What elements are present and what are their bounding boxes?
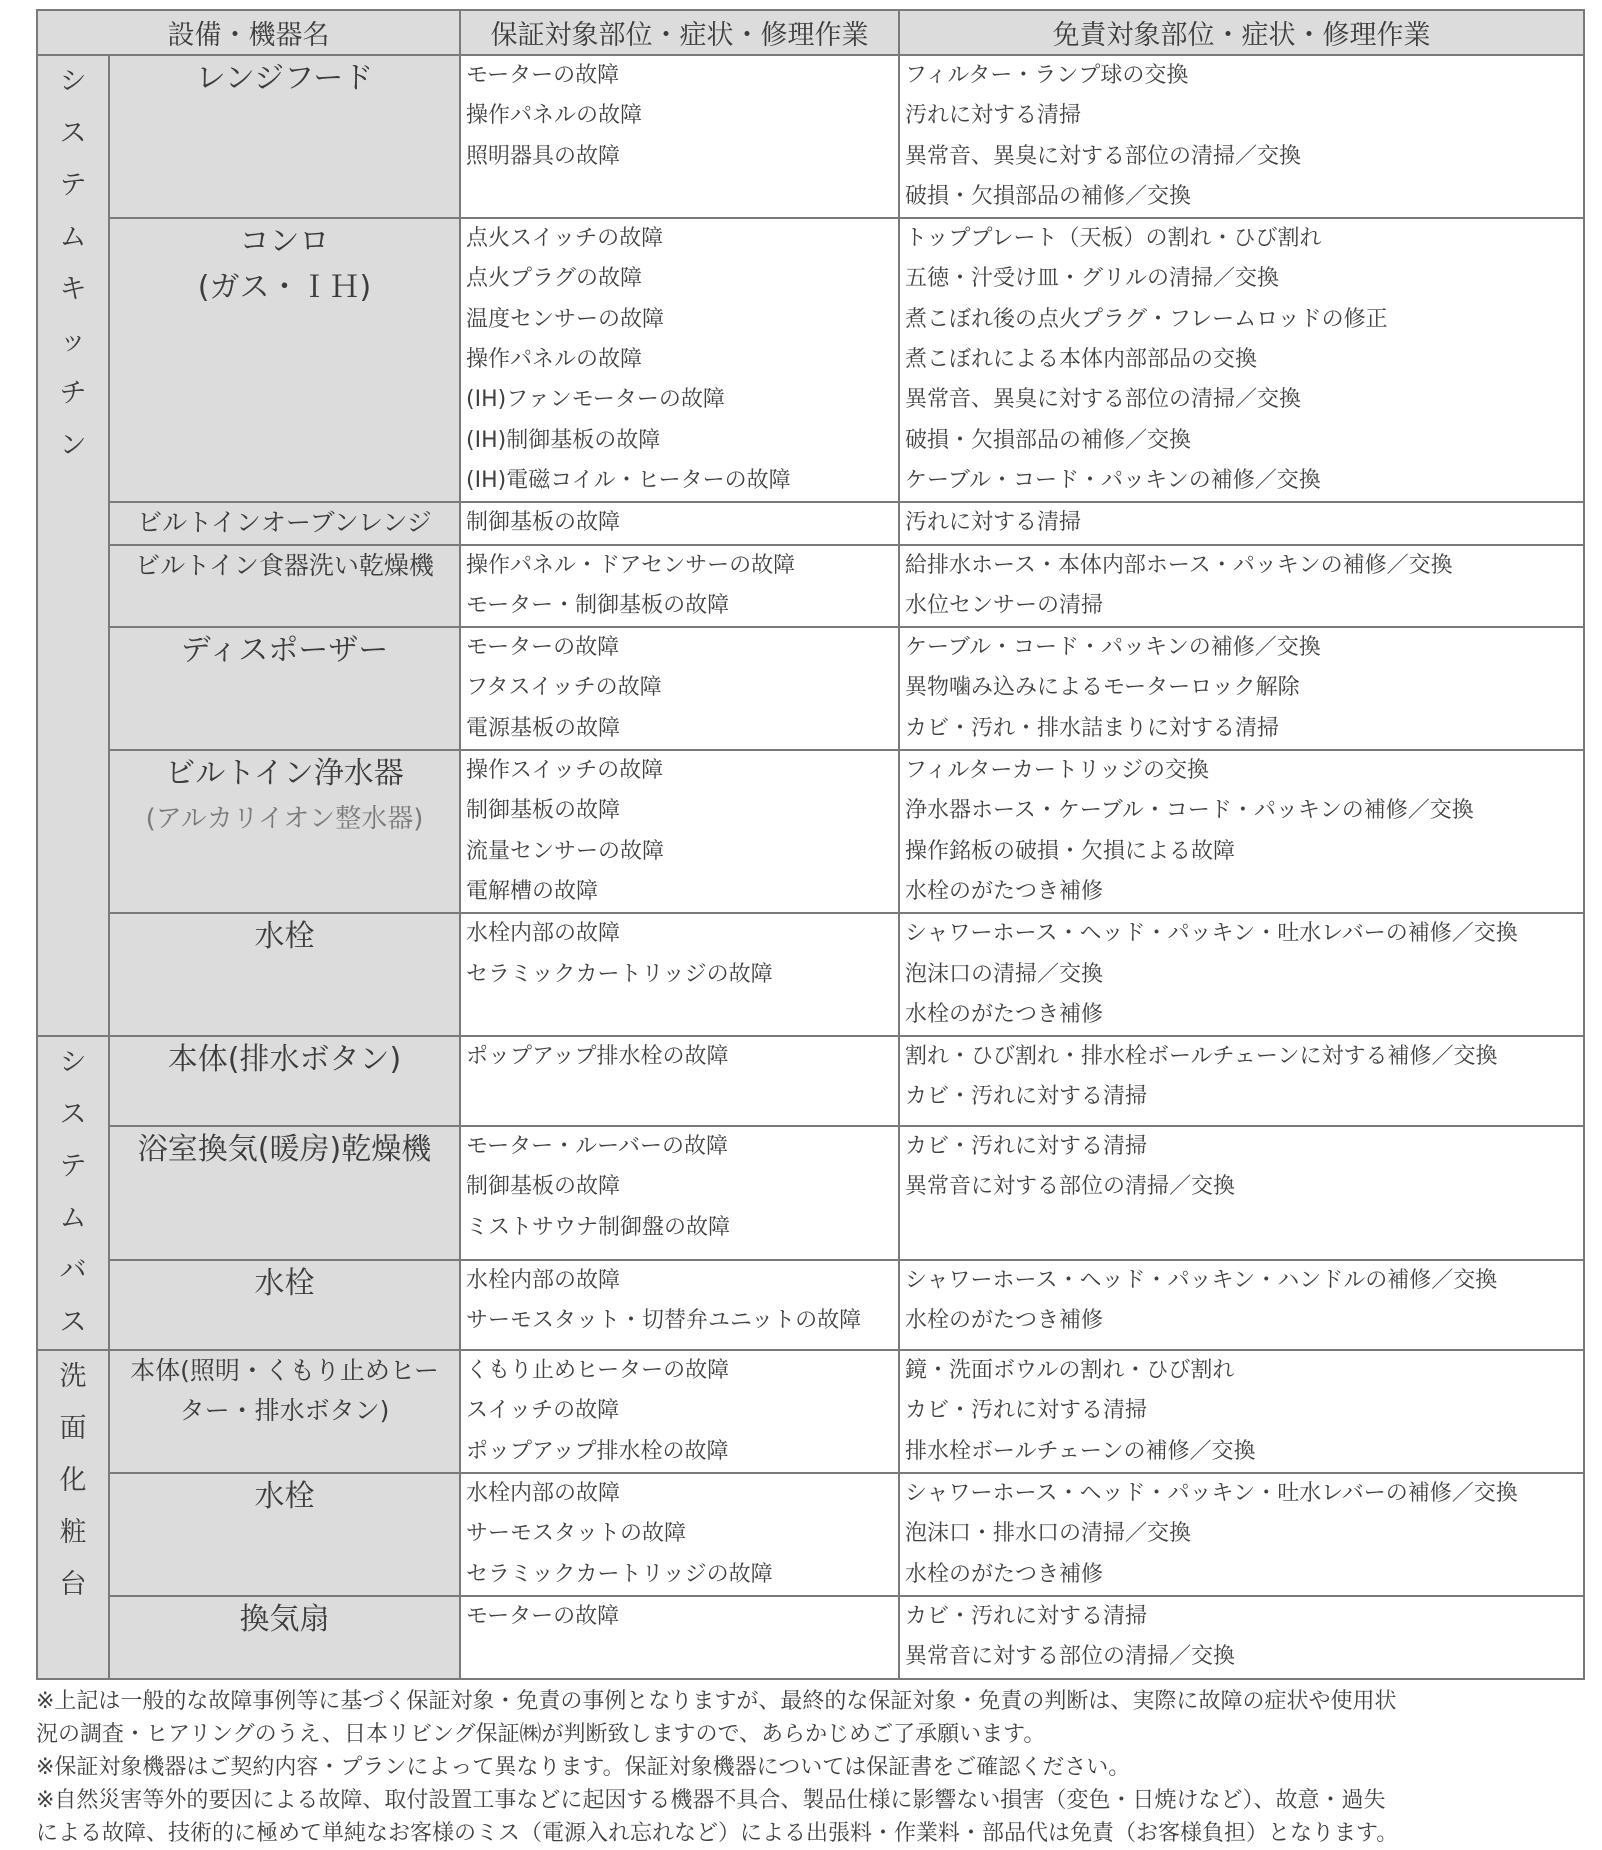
covered-item: サーモスタットの故障 <box>466 1521 687 1547</box>
covered-item: ポップアップ排水栓の故障 <box>466 1044 729 1070</box>
row-bath-body <box>37 1036 1584 1126</box>
excluded-item: 異常音、異臭に対する部位の清掃／交換 <box>905 387 1302 413</box>
footnotes <box>36 1685 1583 1850</box>
excluded-item: 五徳・汁受け皿・グリルの清掃／交換 <box>905 266 1280 292</box>
row-range-hood <box>37 55 1584 218</box>
category-char: テ <box>59 170 87 201</box>
excluded-item: フィルター・ランプ球の交換 <box>905 63 1189 88</box>
covered-list <box>460 1036 899 1126</box>
category-char: 洗 <box>59 1361 87 1393</box>
category-vanity <box>37 1350 109 1678</box>
covered-item: くもり止めヒーターの故障 <box>466 1358 730 1384</box>
excluded-item: 水位センサーの清掃 <box>905 592 1104 618</box>
covered-item: セラミックカートリッジの故障 <box>466 961 773 987</box>
category-char: チ <box>59 378 87 409</box>
excluded-item: 汚れに対する清掃 <box>905 510 1082 536</box>
excluded-list <box>899 1260 1584 1350</box>
covered-item: セラミックカートリッジの故障 <box>466 1561 773 1587</box>
excluded-list <box>899 750 1584 913</box>
equipment-name-line: ビルトイン浄水器 <box>165 756 404 792</box>
excluded-list <box>899 1350 1584 1473</box>
excluded-list <box>899 1036 1584 1126</box>
excluded-item: 汚れに対する清掃 <box>905 103 1082 129</box>
covered-item: スイッチの故障 <box>466 1398 620 1424</box>
covered-item: 点火スイッチの故障 <box>466 226 664 252</box>
excluded-item: 異常音に対する部位の清掃／交換 <box>905 1174 1236 1200</box>
covered-item: ポップアップ排水栓の故障 <box>466 1438 729 1464</box>
equipment-name: ディスポーザー <box>109 627 460 750</box>
covered-list <box>460 750 899 913</box>
category-char: ム <box>59 222 87 253</box>
covered-list <box>460 218 899 502</box>
excluded-item: カビ・汚れに対する清掃 <box>905 1603 1148 1629</box>
category-char: ス <box>59 1099 87 1131</box>
covered-item: 操作スイッチの故障 <box>466 758 664 784</box>
category-char: 台 <box>59 1569 87 1601</box>
excluded-item: 割れ・ひび割れ・排水栓ボールチェーンに対する補修／交換 <box>905 1044 1498 1070</box>
row-disposer <box>37 627 1584 750</box>
equipment-name-line: ター・排水ボタン) <box>179 1396 390 1426</box>
row-oven <box>37 502 1584 544</box>
covered-list <box>460 913 899 1036</box>
excluded-list <box>899 913 1584 1036</box>
covered-item: 水栓内部の故障 <box>466 1268 621 1294</box>
category-char: 粧 <box>59 1517 87 1549</box>
covered-item: モーター・ルーバーの故障 <box>466 1134 729 1160</box>
equipment-name-line: (ガス・ＩＨ) <box>197 270 372 306</box>
covered-item: (IH)ファンモーターの故障 <box>466 387 725 413</box>
equipment-name: 水栓 <box>109 913 460 1036</box>
footnote-line: 況の調査・ヒアリングのうえ、日本リビング保証㈱が判断致しますので、あらかじめご了承願います。 <box>36 1721 1046 1747</box>
excluded-item: 泡沫口の清掃／交換 <box>905 961 1104 987</box>
equipment-name <box>109 750 460 913</box>
row-dishwasher <box>37 545 1584 628</box>
covered-list <box>460 1126 899 1260</box>
covered-item: 水栓内部の故障 <box>466 921 621 947</box>
category-char: ッ <box>59 326 87 357</box>
excluded-item: シャワーホース・ヘッド・パッキン・ハンドルの補修／交換 <box>905 1268 1498 1294</box>
excluded-item: 破損・欠損部品の補修／交換 <box>905 427 1192 453</box>
covered-item: サーモスタット・切替弁ユニットの故障 <box>466 1308 862 1334</box>
excluded-item: トッププレート（天板）の割れ・ひび割れ <box>905 226 1322 252</box>
excluded-list <box>899 545 1584 628</box>
category-char: ム <box>59 1203 87 1235</box>
excluded-list <box>899 627 1584 750</box>
excluded-item: カビ・汚れに対する清掃 <box>905 1398 1148 1424</box>
header-equipment: 設備・機器名 <box>37 10 460 55</box>
footnote-line: ※保証対象機器はご契約内容・プランによって異なります。保証対象機器については保証書をご確認ください。 <box>36 1754 1131 1780</box>
covered-item: モーターの故障 <box>466 1603 620 1629</box>
excluded-item: 水栓のがたつき補修 <box>905 878 1104 904</box>
covered-list <box>460 1350 899 1473</box>
equipment-subname: (アルカリイオン整水器) <box>145 804 424 835</box>
excluded-item: 煮こぼれによる本体内部部品の交換 <box>905 347 1258 373</box>
excluded-item: 煮こぼれ後の点火プラグ・フレームロッドの修正 <box>905 306 1388 332</box>
excluded-list <box>899 1596 1584 1679</box>
covered-list <box>460 1473 899 1596</box>
covered-item: (IH)制御基板の故障 <box>466 427 661 453</box>
covered-item: 電解槽の故障 <box>466 878 599 904</box>
equipment-name-line: 本体(照明・くもり止めヒー <box>130 1356 439 1386</box>
excluded-item: カビ・汚れ・排水詰まりに対する清掃 <box>905 715 1280 741</box>
covered-list <box>460 502 899 544</box>
excluded-item: 泡沫口・排水口の清掃／交換 <box>905 1521 1192 1547</box>
covered-item: フタスイッチの故障 <box>466 675 662 701</box>
row-vanity-fan <box>37 1596 1584 1679</box>
equipment-name <box>109 1350 460 1473</box>
excluded-item: 鏡・洗面ボウルの割れ・ひび割れ <box>905 1358 1235 1384</box>
excluded-item: カビ・汚れに対する清掃 <box>905 1134 1148 1160</box>
warranty-document <box>36 9 1583 1850</box>
excluded-item: 異常音、異臭に対する部位の清掃／交換 <box>905 143 1302 169</box>
equipment-name: 換気扇 <box>109 1596 460 1679</box>
covered-item: モーターの故障 <box>466 63 620 88</box>
equipment-name: ビルトインオーブンレンジ <box>109 502 460 544</box>
category-char: シ <box>59 1047 87 1079</box>
category-char: ン <box>59 430 87 461</box>
equipment-name: レンジフード <box>109 55 460 218</box>
excluded-item: 異物噛み込みによるモーターロック解除 <box>905 675 1300 701</box>
covered-list <box>460 1260 899 1350</box>
covered-list <box>460 627 899 750</box>
category-system-kitchen <box>37 55 109 1036</box>
covered-item: (IH)電磁コイル・ヒーターの故障 <box>466 467 791 493</box>
covered-item: 制御基板の故障 <box>466 1174 621 1200</box>
header-excluded: 免責対象部位・症状・修理作業 <box>899 10 1584 55</box>
covered-list <box>460 1596 899 1679</box>
excluded-item: 浄水器ホース・ケーブル・コード・パッキンの補修／交換 <box>905 798 1474 824</box>
category-char: バ <box>59 1255 87 1287</box>
excluded-item: ケーブル・コード・パッキンの補修／交換 <box>905 635 1321 661</box>
equipment-name: 水栓 <box>109 1473 460 1596</box>
covered-item: 操作パネルの故障 <box>466 103 643 129</box>
covered-item: モーターの故障 <box>466 635 620 661</box>
excluded-item: フィルターカートリッジの交換 <box>905 758 1210 784</box>
covered-item: ミストサウナ制御盤の故障 <box>466 1214 731 1240</box>
row-bath-dryer <box>37 1126 1584 1260</box>
row-purifier <box>37 750 1584 913</box>
category-char: ス <box>59 118 87 149</box>
equipment-name-line: コンロ <box>239 224 330 260</box>
excluded-item: 水栓のがたつき補修 <box>905 1308 1104 1334</box>
covered-item: 温度センサーの故障 <box>466 306 665 332</box>
excluded-item: 水栓のがたつき補修 <box>905 1561 1104 1587</box>
footnote-line: ※上記は一般的な故障事例等に基づく保証対象・免責の事例となりますが、最終的な保証対象・免責の判断は、実際に故障の症状や使用状 <box>36 1688 1397 1714</box>
covered-item: 電源基板の故障 <box>466 715 621 741</box>
covered-item: モーター・制御基板の故障 <box>466 592 730 618</box>
category-char: 面 <box>59 1413 87 1445</box>
excluded-item: 異常音に対する部位の清掃／交換 <box>905 1644 1236 1670</box>
excluded-list <box>899 1126 1584 1260</box>
excluded-item: シャワーホース・ヘッド・パッキン・吐水レバーの補修／交換 <box>905 1481 1518 1507</box>
covered-list <box>460 545 899 628</box>
covered-item: 点火プラグの故障 <box>466 266 643 292</box>
excluded-item: ケーブル・コード・パッキンの補修／交換 <box>905 467 1321 493</box>
excluded-list <box>899 502 1584 544</box>
excluded-item: カビ・汚れに対する清掃 <box>905 1084 1148 1110</box>
covered-item: 制御基板の故障 <box>466 510 621 536</box>
equipment-name <box>109 218 460 502</box>
excluded-item: 破損・欠損部品の補修／交換 <box>905 183 1192 209</box>
header-row <box>37 10 1584 55</box>
warranty-table <box>36 9 1585 1680</box>
covered-item: 制御基板の故障 <box>466 798 621 824</box>
excluded-item: 水栓のがたつき補修 <box>905 1001 1104 1027</box>
covered-item: 照明器具の故障 <box>466 143 621 169</box>
excluded-list <box>899 55 1584 218</box>
covered-list <box>460 55 899 218</box>
category-char: テ <box>59 1151 87 1183</box>
excluded-item: 給排水ホース・本体内部ホース・パッキンの補修／交換 <box>905 552 1453 578</box>
footnote-line: ※自然災害等外的要因による故障、取付設置工事などに起因する機器不具合、製品仕様に影響ない損害（変色・日焼けなど）、故意・過失 <box>36 1787 1386 1813</box>
row-vanity-body <box>37 1350 1584 1473</box>
equipment-name: 本体(排水ボタン) <box>109 1036 460 1126</box>
row-kitchen-faucet <box>37 913 1584 1036</box>
equipment-name: 水栓 <box>109 1260 460 1350</box>
covered-item: 操作パネル・ドアセンサーの故障 <box>466 552 796 578</box>
category-system-bath <box>37 1036 109 1350</box>
excluded-item: シャワーホース・ヘッド・パッキン・吐水レバーの補修／交換 <box>905 921 1518 947</box>
covered-item: 流量センサーの故障 <box>466 838 665 864</box>
category-char: ス <box>59 1307 87 1339</box>
footnote-line: による故障、技術的に極めて単純なお客様のミス（電源入れ忘れなど）による出張料・作業料・部品代は免責（お客様負担）となります。 <box>36 1820 1399 1846</box>
excluded-item: 操作銘板の破損・欠損による故障 <box>905 838 1236 864</box>
excluded-item: 排水栓ボールチェーンの補修／交換 <box>905 1438 1256 1464</box>
row-vanity-faucet <box>37 1473 1584 1596</box>
covered-item: 操作パネルの故障 <box>466 347 643 373</box>
header-covered: 保証対象部位・症状・修理作業 <box>460 10 899 55</box>
equipment-name: ビルトイン食器洗い乾燥機 <box>109 545 460 628</box>
covered-item: 水栓内部の故障 <box>466 1481 621 1507</box>
equipment-name: 浴室換気(暖房)乾燥機 <box>109 1126 460 1260</box>
excluded-list <box>899 1473 1584 1596</box>
row-bath-faucet <box>37 1260 1584 1350</box>
category-char: 化 <box>59 1465 87 1497</box>
excluded-list <box>899 218 1584 502</box>
row-stove <box>37 218 1584 502</box>
category-char: シ <box>59 66 87 97</box>
category-char: キ <box>59 274 87 305</box>
